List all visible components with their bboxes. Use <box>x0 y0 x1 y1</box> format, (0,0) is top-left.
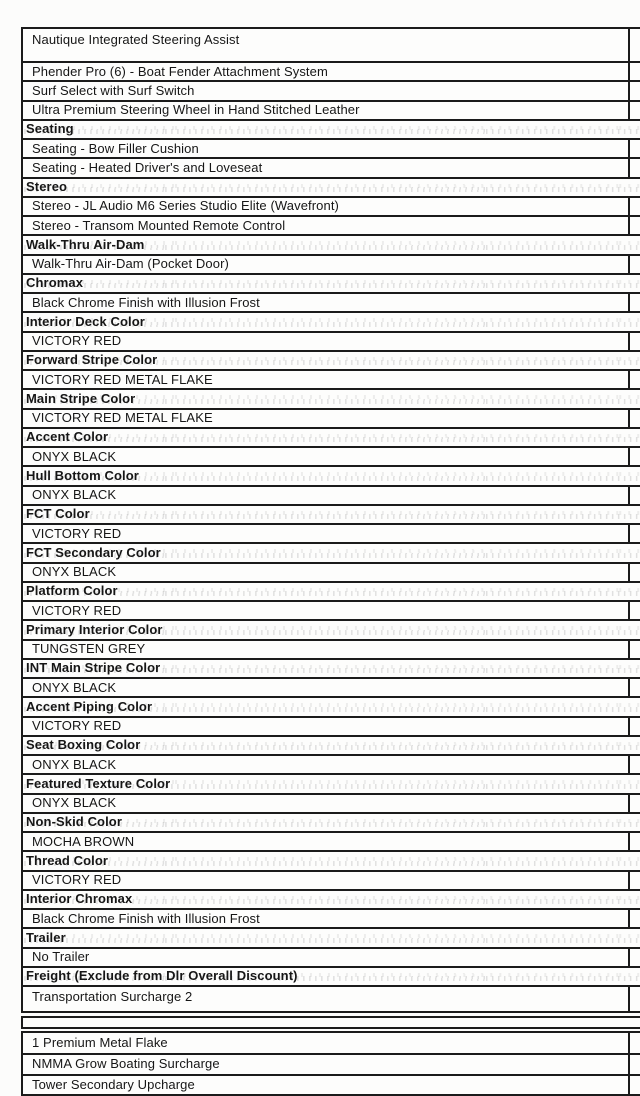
row-label: Surf Select with Surf Switch <box>23 84 194 98</box>
section-header-row <box>23 313 640 332</box>
scanned-options-sheet <box>21 27 640 1096</box>
row-label: VICTORY RED METAL FLAKE <box>23 373 213 387</box>
option-row <box>23 217 640 236</box>
option-row <box>23 872 640 891</box>
section-header-row <box>23 814 640 833</box>
row-label: Phender Pro (6) - Boat Fender Attachment System <box>23 65 328 79</box>
option-row <box>23 987 640 1013</box>
option-row <box>23 564 640 583</box>
cell-divider <box>628 833 630 851</box>
row-label: Forward Stripe Color <box>23 353 157 367</box>
row-label: Stereo - JL Audio M6 Series Studio Elite (Wavefront) <box>23 199 339 213</box>
row-label: Thread Color <box>23 854 108 868</box>
row-label: ONYX BLACK <box>23 450 116 464</box>
cell-divider <box>628 410 630 428</box>
row-label: Seat Boxing Color <box>23 738 140 752</box>
cell-divider <box>628 294 630 312</box>
cell-divider <box>628 102 630 120</box>
section-header-row <box>23 275 640 294</box>
row-label: Walk-Thru Air-Dam <box>23 238 144 252</box>
option-row <box>23 833 640 852</box>
section-header-row <box>23 775 640 794</box>
row-label: Platform Color <box>23 584 118 598</box>
option-row <box>23 795 640 814</box>
option-row <box>23 756 640 775</box>
section-header-row <box>23 236 640 255</box>
section-header-row <box>23 544 640 563</box>
cell-divider <box>628 1055 630 1075</box>
option-row <box>23 487 640 506</box>
cell-divider <box>628 949 630 967</box>
cell-divider <box>628 987 630 1012</box>
cell-divider <box>628 564 630 582</box>
option-row <box>23 641 640 660</box>
cell-divider <box>628 140 630 158</box>
row-label: Seating - Heated Driver's and Loveseat <box>23 161 262 175</box>
option-row <box>23 1055 640 1076</box>
spacer-row <box>21 1016 640 1029</box>
section-header-row <box>23 390 640 409</box>
cell-divider <box>628 872 630 890</box>
row-label: NMMA Grow Boating Surcharge <box>23 1057 220 1071</box>
option-row <box>23 910 640 929</box>
row-label: Ultra Premium Steering Wheel in Hand Stitched Leather <box>23 103 360 117</box>
cell-divider <box>628 217 630 235</box>
cell-divider <box>628 1076 630 1096</box>
row-label: Chromax <box>23 276 83 290</box>
section-header-row <box>23 852 640 871</box>
cell-divider <box>628 448 630 466</box>
row-label: Featured Texture Color <box>23 777 170 791</box>
section-header-row <box>23 121 640 140</box>
row-label: Tower Secondary Upcharge <box>23 1078 195 1092</box>
row-label: INT Main Stripe Color <box>23 661 160 675</box>
row-label: Freight (Exclude from Dlr Overall Discount) <box>23 969 298 983</box>
row-label: FCT Secondary Color <box>23 546 161 560</box>
row-label: ONYX BLACK <box>23 796 116 810</box>
cell-divider <box>628 718 630 736</box>
row-label: Interior Deck Color <box>23 315 145 329</box>
row-label: Black Chrome Finish with Illusion Frost <box>23 296 260 310</box>
row-label: ONYX BLACK <box>23 758 116 772</box>
row-label: Trailer <box>23 931 66 945</box>
row-label: No Trailer <box>23 950 89 964</box>
row-label: Accent Color <box>23 430 108 444</box>
row-label: ONYX BLACK <box>23 681 116 695</box>
option-row <box>23 294 640 313</box>
row-label: VICTORY RED <box>23 527 121 541</box>
cell-divider <box>628 487 630 505</box>
section-header-row <box>23 583 640 602</box>
option-row <box>23 198 640 217</box>
option-row <box>23 29 640 63</box>
section-header-row <box>23 506 640 525</box>
cell-divider <box>628 641 630 659</box>
section-header-row <box>23 660 640 679</box>
option-row <box>23 82 640 101</box>
cell-divider <box>628 525 630 543</box>
option-row <box>23 410 640 429</box>
option-row <box>23 949 640 968</box>
section-header-row <box>23 737 640 756</box>
cell-divider <box>628 679 630 697</box>
section-header-row <box>23 698 640 717</box>
row-label: VICTORY RED <box>23 334 121 348</box>
option-row <box>23 63 640 82</box>
row-label: Accent Piping Color <box>23 700 152 714</box>
section-header-row <box>23 968 640 987</box>
options-table-bottom <box>21 1031 640 1096</box>
row-label: VICTORY RED <box>23 604 121 618</box>
row-label: Seating - Bow Filler Cushion <box>23 142 199 156</box>
row-label: Walk-Thru Air-Dam (Pocket Door) <box>23 257 229 271</box>
option-row <box>23 679 640 698</box>
section-header-row <box>23 467 640 486</box>
row-label: ONYX BLACK <box>23 488 116 502</box>
cell-divider <box>628 159 630 177</box>
row-label: FCT Color <box>23 507 90 521</box>
row-label: VICTORY RED METAL FLAKE <box>23 411 213 425</box>
row-label: ONYX BLACK <box>23 565 116 579</box>
row-label: VICTORY RED <box>23 719 121 733</box>
cell-divider <box>628 371 630 389</box>
row-label: Interior Chromax <box>23 892 132 906</box>
section-header-row <box>23 929 640 948</box>
row-label: 1 Premium Metal Flake <box>23 1036 168 1050</box>
row-label: VICTORY RED <box>23 873 121 887</box>
cell-divider <box>628 756 630 774</box>
option-row <box>23 602 640 621</box>
option-row <box>23 159 640 178</box>
cell-divider <box>628 910 630 928</box>
cell-divider <box>628 333 630 351</box>
row-label: TUNGSTEN GREY <box>23 642 145 656</box>
options-table-main <box>21 27 640 1013</box>
row-label: Non-Skid Color <box>23 815 122 829</box>
row-label: Stereo - Transom Mounted Remote Control <box>23 219 285 233</box>
row-label: Main Stripe Color <box>23 392 135 406</box>
option-row <box>23 1076 640 1096</box>
option-row <box>23 718 640 737</box>
section-header-row <box>23 179 640 198</box>
section-header-row <box>23 621 640 640</box>
cell-divider <box>628 602 630 620</box>
option-row <box>23 1033 640 1055</box>
row-label: Stereo <box>23 180 67 194</box>
option-row <box>23 140 640 159</box>
section-header-row <box>23 352 640 371</box>
option-row <box>23 525 640 544</box>
row-label: Seating <box>23 122 74 136</box>
option-row <box>23 371 640 390</box>
option-row <box>23 102 640 121</box>
row-label: Nautique Integrated Steering Assist <box>23 33 239 47</box>
row-label: Primary Interior Color <box>23 623 163 637</box>
row-label: Transportation Surcharge 2 <box>23 990 192 1004</box>
cell-divider <box>628 1033 630 1054</box>
cell-divider <box>628 82 630 100</box>
cell-divider <box>628 29 630 62</box>
cell-divider <box>628 256 630 274</box>
option-row <box>23 333 640 352</box>
row-label: Hull Bottom Color <box>23 469 139 483</box>
option-row <box>23 256 640 275</box>
row-label: Black Chrome Finish with Illusion Frost <box>23 912 260 926</box>
cell-divider <box>628 198 630 216</box>
section-header-row <box>23 429 640 448</box>
cell-divider <box>628 795 630 813</box>
section-header-row <box>23 891 640 910</box>
row-label: MOCHA BROWN <box>23 835 134 849</box>
cell-divider <box>628 63 630 81</box>
option-row <box>23 448 640 467</box>
